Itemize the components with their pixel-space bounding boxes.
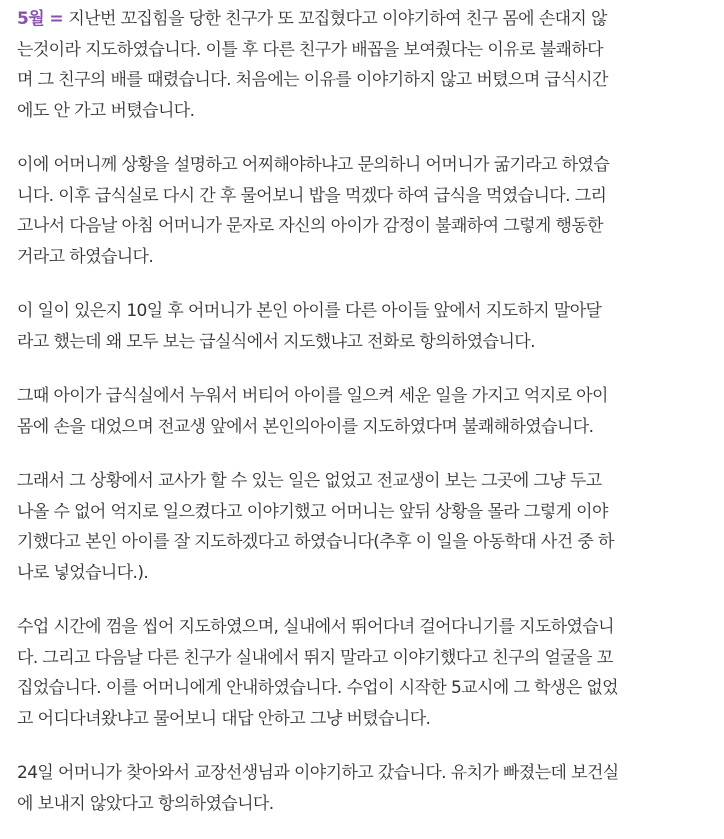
- text-line: 라고 했는데 왜 모두 보는 급실식에서 지도했냐고 전화로 항의하였습니다.: [17, 331, 535, 352]
- text-line: 며 그 친구의 배를 때렸습니다. 처음에는 이유를 이야기하지 않고 버텼으며 급식시간: [17, 70, 608, 90]
- paragraph-3: [17, 292, 717, 357]
- text-line: 고나서 다음날 아침 어머니가 문자로 자신의 아이가 감정이 불쾌하여 그렇게 행동한: [17, 216, 603, 236]
- text-line: 집었습니다. 이를 어머니에게 안내하였습니다. 수업이 시작한 5교시에 그 학생은 없었: [17, 678, 619, 698]
- paragraph-7: [17, 754, 717, 819]
- text-line: 고 어디다녀왔냐고 물어보니 대답 안하고 그냥 버텼습니다.: [17, 708, 431, 729]
- paragraph-4: [17, 377, 717, 442]
- text-line: 나로 넣었습니다.).: [17, 562, 149, 583]
- text-line-content: 지난번 꼬집힘을 당한 친구가 또 꼬집혔다고 이야기하여 친구 몸에 손대지 않: [68, 9, 607, 29]
- text-line: 24일 어머니가 찾아와서 교장선생님과 이야기하고 갔습니다. 유치가 빠졌는데 보건실: [17, 763, 619, 783]
- document-body: [17, 0, 717, 839]
- month-label: 5월: [17, 9, 45, 29]
- text-line: 이에 어머니께 상황을 설명하고 어찌해야하냐고 문의하니 어머니가 굶기라고 하였습: [17, 155, 610, 175]
- text-line: 수업 시간에 껌을 씹어 지도하였으며, 실내에서 뛰어다녀 걸어다니기를 지도하였습니: [17, 617, 615, 637]
- text-line: [17, 4, 717, 35]
- text-line: 기했다고 본인 아이를 잘 지도하겠다고 하였습니다(추후 이 일을 아동학대 사건 중 하: [17, 532, 614, 552]
- text-line: 는것이라 지도하였습니다. 이틀 후 다른 친구가 배꼽을 보여줬다는 이유로 불쾌하다: [17, 39, 603, 60]
- text-line: 에도 안 가고 버텼습니다.: [17, 100, 195, 121]
- paragraph-1: [17, 0, 717, 126]
- text-line: 그때 아이가 급식실에서 누워서 버티어 아이를 일으켜 세운 일을 가지고 억지로 아이: [17, 386, 608, 406]
- month-separator: =: [44, 9, 69, 29]
- paragraph-5: [17, 462, 717, 588]
- paragraph-2: [17, 146, 717, 272]
- text-line: 거라고 하였습니다.: [17, 246, 154, 267]
- paragraph-6: [17, 608, 717, 734]
- text-line: 몸에 손을 대었으며 전교생 앞에서 본인의아이를 지도하였다며 불쾌해하였습니다.: [17, 416, 594, 437]
- text-line: 다. 그리고 다음날 다른 친구가 실내에서 뛰지 말라고 이야기했다고 친구의 얼굴을 꼬: [17, 647, 613, 668]
- text-line: 에 보내지 않았다고 항의하였습니다.: [17, 793, 274, 814]
- text-line: 나올 수 없어 억지로 일으켰다고 이야기했고 어머니는 앞뒤 상황을 몰라 그렇게 이야: [17, 501, 608, 522]
- text-line: 이 일이 있은지 10일 후 어머니가 본인 아이를 다른 아이들 앞에서 지도하지 말아달: [17, 301, 602, 321]
- text-line: 니다. 이후 급식실로 다시 간 후 물어보니 밥을 먹겠다 하여 급식을 먹였습니다. 그리: [17, 185, 607, 206]
- text-line: 그래서 그 상황에서 교사가 할 수 있는 일은 없었고 전교생이 보는 그곳에 그냥 두고: [17, 471, 602, 491]
